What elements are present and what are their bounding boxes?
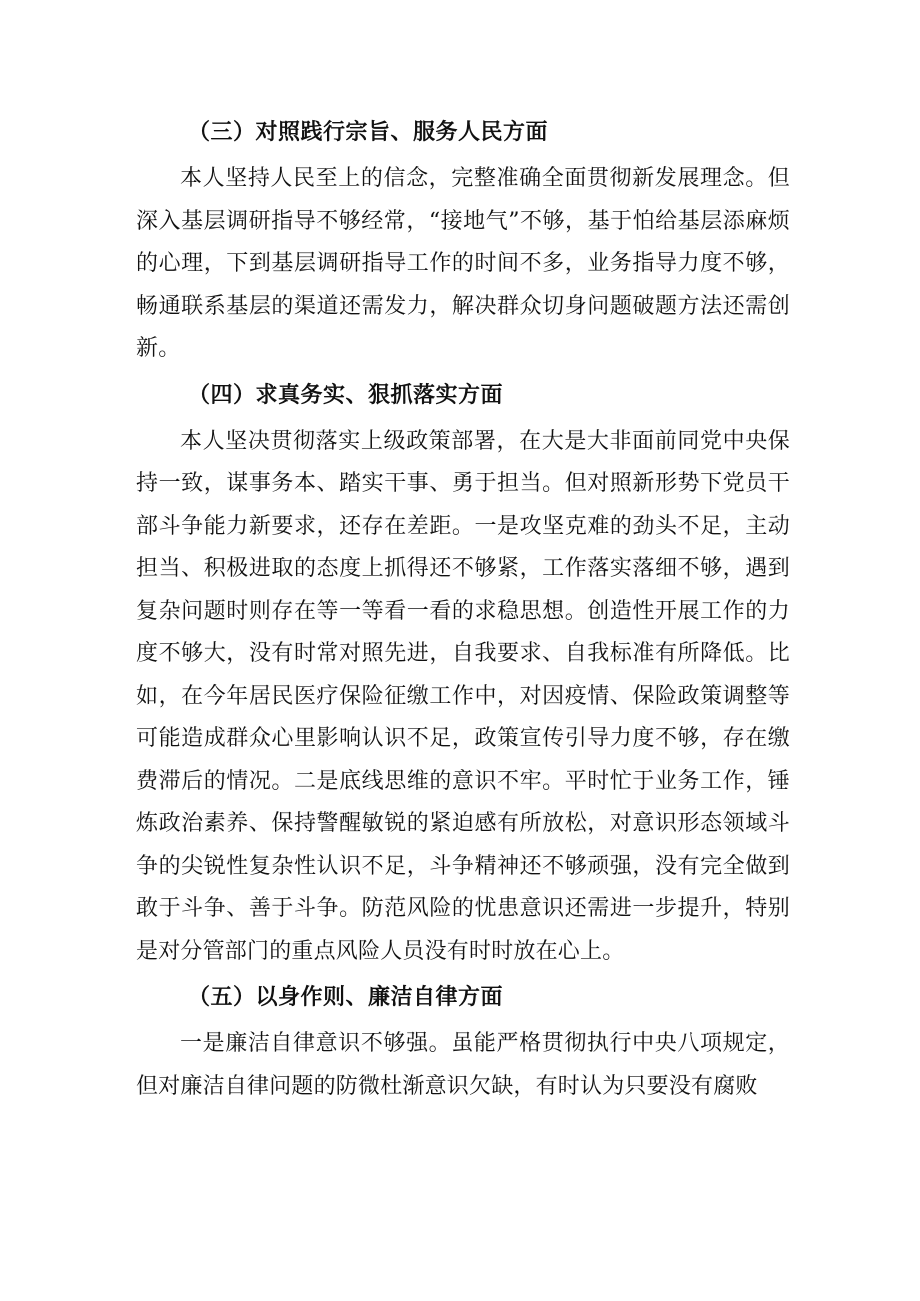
section-heading-4: （四）求真务实、狠抓落实方面 [188, 382, 504, 408]
section-paragraph: 本人坚决贯彻落实上级政策部署，在大是大非面前同党中央保持一致，谋事务本、踏实干事、勇于担当。但对照新形势下党员干部斗争能力新要求，还存在差距。一是攻坚克难的劲头不足，主动担当、积极进取的态度上抓得还不够紧，工作落实落细不够，遇到复杂问题时则存在等一等看一看的求稳思想。创造性开展工作的力度不够大，没有时常对照先进，自我要求、自我标准有所降低。比如，在今年居民医疗保险征缴工作中，对因疫情、保险政策调整等可能造成群众心里影响认识不足，政策宣传引导力度不够，存在缴费滞后的情况。二是底线思维的意识不牢。平时忙于业务工作，锤炼政治素养、保持警醒敏锐的紧迫感有所放松，对意识形态领域斗争的尖锐性复杂性认识不足，斗争精神还不够顽强，没有完全做到敢于斗争、善于斗争。防范风险的忧患意识还需进一步提升，特别是对分管部门的重点风险人员没有时时放在心上。 [136, 428, 790, 964]
document-body [136, 112, 790, 1112]
section-paragraph: 本人坚持人民至上的信念，完整准确全面贯彻新发展理念。但深入基层调研指导不够经常，“接地气”不够，基于怕给基层添麻烦的心理，下到基层调研指导工作的时间不多，业务指导力度不够，畅通联系基层的渠道还需发力，解决群众切身问题破题方法还需创新。 [136, 166, 790, 361]
section-heading-3: （三）对照践行宗旨、服务人民方面 [188, 120, 549, 145]
section-paragraph: 一是廉洁自律意识不够强。虽能严格贯彻执行中央八项规定，但对廉洁自律问题的防微杜渐意识欠缺，有时认为只要没有腐败 [136, 1031, 790, 1099]
section-heading-5: （五）以身作则、廉洁自律方面 [188, 985, 504, 1010]
